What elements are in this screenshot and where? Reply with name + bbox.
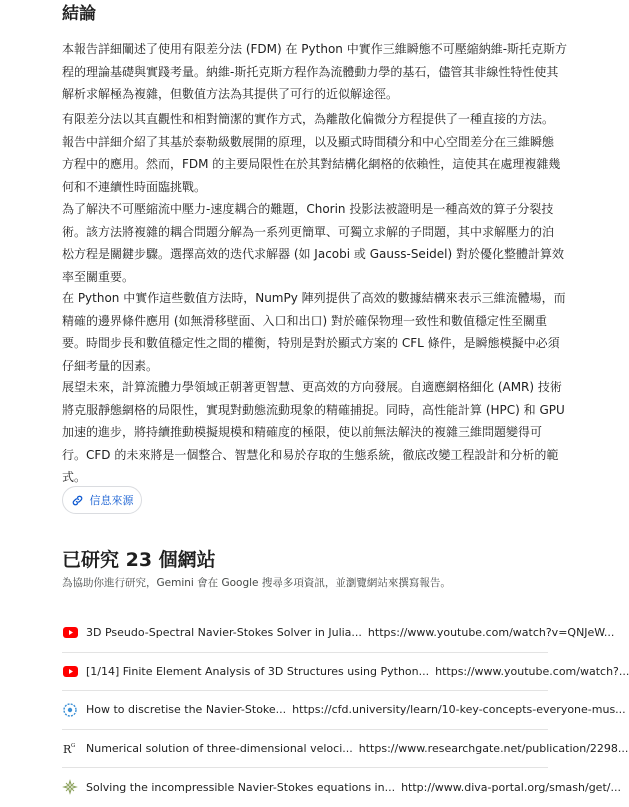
sources-button[interactable] [62, 486, 142, 514]
site-url: https://cfd.university/learn/10-key-concepts-everyone-mus... [292, 703, 626, 717]
svg-text:G: G [71, 743, 76, 750]
text-line: 式。 [62, 470, 87, 484]
list-item[interactable] [62, 653, 629, 692]
text-line: 將克服靜態網格的局限性，實現對動態流動現象的精確捕捉。同時，高性能計算 (HPC) 和 GPU [62, 402, 565, 417]
list-item[interactable] [62, 768, 621, 807]
research-title: 已研究 23 個網站 [62, 549, 216, 571]
site-title: Numerical solution of three-dimensional veloci... [86, 741, 353, 755]
text-line: 程的理論基礎與實踐考量。納維-斯托克斯方程作為流體動力學的基石，儘管其非線性特性使其 [62, 64, 559, 79]
text-line: 何和不連續性時面臨挑戰。 [62, 179, 207, 194]
sources-button-label: 信息來源 [89, 494, 134, 507]
paragraph-3 [62, 198, 564, 288]
paragraph-5 [62, 376, 565, 489]
text-line: 解析求解極為複雜，但數值方法為其提供了可行的近似解途徑。 [62, 87, 399, 101]
text-line: 為了解決不可壓縮流中壓力-速度耦合的難題，Chorin 投影法被證明是一種高效的算子分裂技 [62, 202, 554, 216]
svg-text:R: R [63, 743, 72, 757]
site-title: Solving the incompressible Navier-Stokes equations in... [86, 780, 396, 794]
text-line: 率至關重要。 [62, 269, 135, 284]
site-url: https://www.youtube.com/watch?... [435, 664, 629, 678]
site-title: How to discretise the Navier-Stoke... [86, 703, 287, 717]
text-line: 報告中詳細介紹了其基於泰勒級數展開的原理，以及顯式時間積分和中心空間差分在三維瞬態 [62, 134, 555, 149]
site-title: 3D Pseudo-Spectral Navier-Stokes Solver in Julia... [86, 626, 362, 640]
text-line: 方程中的應用。然而，FDM 的主要局限性在於其對結構化網格的依賴性，這使其在處理複雜幾 [62, 157, 561, 171]
text-line: 要。時間步長和數值穩定性之間的權衡，特別是對於顯式方案的 CFL 條件，是瞬態模擬中必須 [62, 336, 560, 350]
site-url: https://www.researchgate.net/publication/2298... [358, 741, 629, 755]
text-line: 行。CFD 的未來將是一個整合、智慧化和易於存取的生態系統，徹底改變工程設計和分析的範 [62, 447, 559, 462]
text-line: 加速的進步，將持續推動模擬規模和精確度的極限，使以前無法解決的複雜三維問題變得可 [62, 425, 543, 439]
researched-sites-list [62, 614, 629, 807]
text-line: 展望未來，計算流體力學領域正朝著更智慧、更高效的方向發展。自適應網格細化 (AMR) 技術 [62, 380, 562, 394]
text-line: 仔細考量的因素。 [62, 358, 159, 373]
text-line: 有限差分法以其直觀性和相對簡潔的實作方式，為離散化偏微分方程提供了一種直接的方法。 [62, 112, 555, 126]
paragraph-4 [62, 287, 566, 377]
researchgate-icon [62, 740, 78, 756]
list-item[interactable] [62, 730, 629, 769]
paragraph-1 [62, 38, 568, 106]
list-item[interactable] [62, 614, 615, 653]
paragraph-2 [62, 108, 561, 198]
research-subtitle: 為協助你進行研究，Gemini 會在 Google 搜尋多項資訊，並瀏覽網站來撰寫報告。 [62, 577, 451, 589]
youtube-icon [62, 663, 78, 679]
text-line: 在 Python 中實作這些數值方法時，NumPy 陣列提供了高效的數據結構來表示三維流體場，而 [62, 291, 566, 305]
text-line: 術。該方法將複雜的耦合問題分解為一系列更簡單、可獨立求解的子問題，其中求解壓力的泊 [62, 224, 555, 239]
text-line: 松方程是關鍵步驟。選擇高效的迭代求解器 (如 Jacobi 或 Gauss-Seidel) 對於優化整體計算效 [62, 247, 564, 261]
conclusion-heading: 結論 [62, 4, 96, 24]
link-icon [71, 494, 84, 507]
text-line: 精確的邊界條件應用 (如無滑移壁面、入口和出口) 對於確保物理一致性和數值穩定性至關重 [62, 313, 547, 328]
text-line: 本報告詳細闡述了使用有限差分法 (FDM) 在 Python 中實作三維瞬態不可壓縮納維-斯托克斯方 [62, 42, 568, 56]
site-url: https://www.youtube.com/watch?v=QNJeW... [367, 626, 615, 640]
list-item[interactable] [62, 691, 626, 730]
youtube-icon [62, 625, 78, 641]
site-title: [1/14] Finite Element Analysis of 3D Structures using Python... [86, 664, 430, 678]
cfd-university-icon [62, 702, 78, 718]
site-url: http://www.diva-portal.org/smash/get/... [401, 780, 621, 794]
diva-portal-icon [62, 779, 78, 795]
